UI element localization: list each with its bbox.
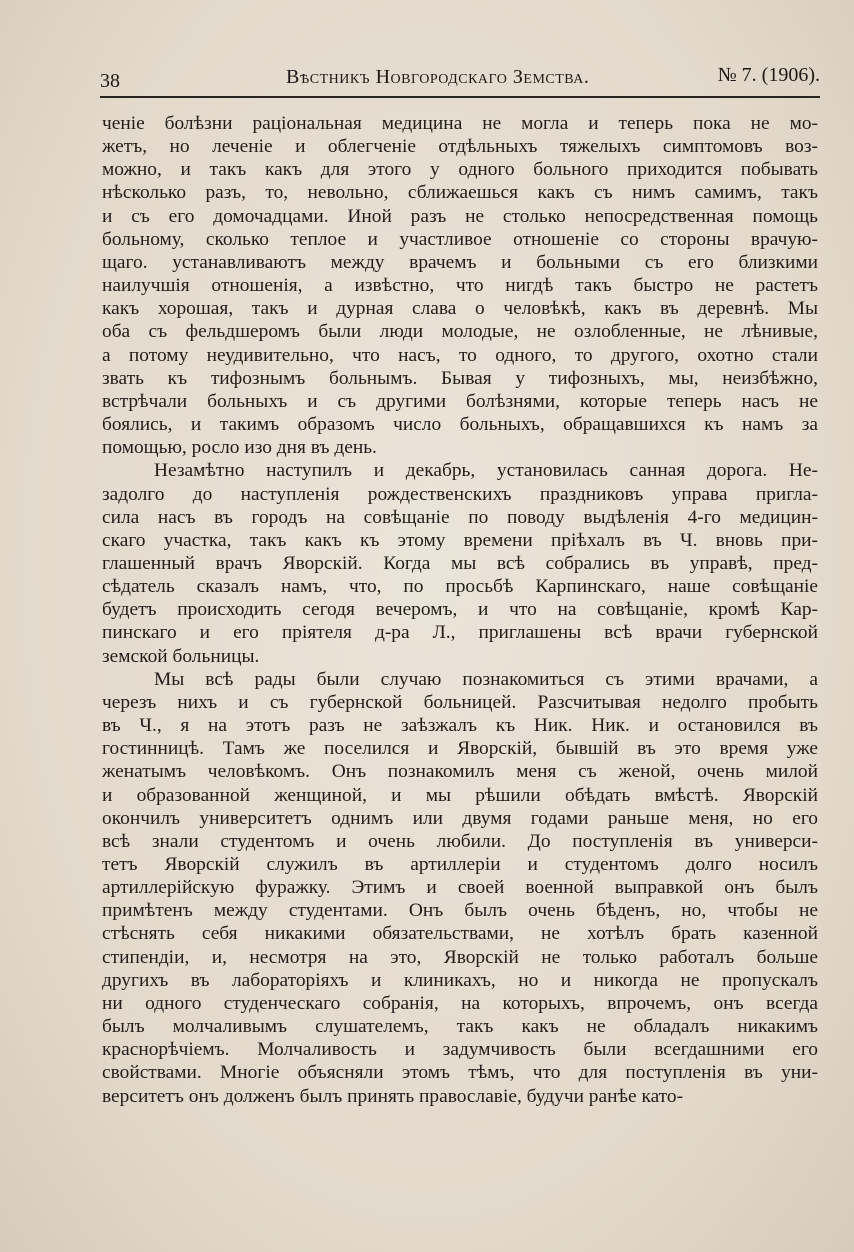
text-line: будетъ происходить сегодя вечеромъ, и что на совѣщаніе, кромѣ Кар- (102, 599, 818, 621)
text-line: другихъ въ лабораторіяхъ и клиникахъ, но и никогда не пропускалъ (102, 969, 818, 991)
text-line: стѣснять себя никакими обязательствами, не хотѣлъ брать казенной (102, 923, 818, 945)
text-line: скаго участка, такъ какъ къ этому времени пріѣхалъ въ Ч. вновь при- (102, 529, 818, 551)
page-number: 38 (100, 70, 120, 92)
text-line: нѣсколько разъ, то, невольно, сближаешься какъ съ нимъ самимъ, такъ (102, 182, 818, 204)
text-line: Мы всѣ рады были случаю познакомиться съ этими врачами, а (154, 668, 818, 690)
text-line: жетъ, но леченіе и облегченіе отдѣльныхъ тяжелыхъ симптомовъ воз- (102, 136, 818, 158)
text-line: краснорѣчіемъ. Молчаливость и задумчивость были всегдашними его (102, 1039, 818, 1061)
text-line: земской больницы. (102, 645, 260, 667)
text-line: окончилъ университетъ однимъ или двумя годами раньше меня, но его (102, 807, 818, 829)
text-line: встрѣчали больныхъ и съ другими болѣзнями, которые теперь насъ не (102, 390, 818, 412)
text-line: боялись, и такимъ образомъ число больныхъ, обращавшихся къ намъ за (102, 414, 818, 436)
text-line: гостинницѣ. Тамъ же поселился и Яворскій, бывшій въ это время уже (102, 738, 818, 760)
text-line: сѣдатель сказалъ намъ, что, по просьбѣ Карпинскаго, наше совѣщаніе (102, 576, 818, 598)
text-line: черезъ нихъ и съ губернской больницей. Разсчитывая недолго пробыть (102, 691, 818, 713)
text-line: звать къ тифознымъ больнымъ. Бывая у тифозныхъ, мы, неизбѣжно, (102, 367, 818, 389)
paragraph (102, 668, 818, 1108)
text-line: а потому неудивительно, что насъ, то одного, то другого, охотно стали (102, 344, 818, 366)
text-line: глашенный врачъ Яворскій. Когда мы всѣ собрались въ управѣ, пред- (102, 552, 818, 574)
text-line: тетъ Яворскій служилъ въ артиллеріи и студентомъ долго носилъ (102, 854, 818, 875)
text-line: въ Ч., я на этотъ разъ не заѣзжалъ къ Ник. Ник. и остановился въ (102, 715, 818, 737)
text-line: примѣтенъ между студентами. Онъ былъ очень бѣденъ, но, чтобы не (102, 900, 818, 922)
text-line: и образованной женщиной, и мы рѣшили обѣдать вмѣстѣ. Яворскій (102, 784, 818, 806)
text-line: наилучшія отношенія, а извѣстно, что нигдѣ такъ быстро не растетъ (102, 275, 818, 297)
text-line: и съ его домочадцами. Иной разъ не столько непосредственная помощь (102, 205, 818, 227)
page-header (100, 62, 820, 98)
issue-number: № 7. (1906). (717, 64, 820, 86)
text-line: женатымъ человѣкомъ. Онъ познакомилъ меня съ женой, очень милой (102, 761, 818, 783)
text-line: задолго до наступленія рождественскихъ праздниковъ управа пригла- (102, 483, 818, 505)
text-line: стипендіи, и, несмотря на это, Яворскій не только работалъ больше (102, 946, 818, 968)
text-line: былъ молчаливымъ слушателемъ, такъ какъ не обладалъ никакимъ (102, 1016, 818, 1038)
text-line: Незамѣтно наступилъ и декабрь, установилась санная дорога. Не- (154, 460, 818, 482)
text-line: пинскаго и его пріятеля д-ра Л., приглашены всѣ врачи губернской (102, 622, 818, 644)
text-line: артиллерійскую фуражку. Этимъ и своей военной выправкой онъ былъ (102, 877, 818, 899)
text-line: можно, и такъ какъ для этого у одного больного приходится побывать (102, 159, 818, 181)
paragraph (102, 112, 818, 459)
body-text (102, 112, 818, 1108)
text-line: ни одного студенческаго собранія, на которыхъ, впрочемъ, онъ всегда (102, 992, 818, 1014)
text-line: оба съ фельдшеромъ были люди молодые, не озлобленные, не лѣнивые, (102, 321, 818, 343)
text-line: всѣ знали студентомъ и очень любили. До поступленія въ универси- (102, 830, 818, 852)
text-line: щаго. устанавливаютъ между врачемъ и больными съ его близкими (102, 251, 818, 273)
text-line: какъ хорошая, такъ и дурная слава о человѣкѣ, какъ въ деревнѣ. Мы (102, 298, 818, 320)
text-line: верситетъ онъ долженъ былъ принять православіе, будучи ранѣе като- (102, 1085, 684, 1107)
text-line: помощью, росло изо дня въ день. (102, 437, 377, 459)
running-title: Вѣстникъ Новгородскаго Земства. (286, 66, 590, 88)
text-line: сила насъ въ городъ на совѣщаніе по поводу выдѣленія 4-го медицин- (102, 506, 818, 528)
text-line: свойствами. Многіе объясняли этомъ тѣмъ, что для поступленія въ уни- (102, 1062, 818, 1084)
text-line: больному, сколько теплое и участливое отношеніе со стороны врачую- (102, 228, 818, 250)
text-line: ченіе болѣзни раціональная медицина не могла и теперь пока не мо- (102, 113, 818, 134)
paragraph (102, 459, 818, 667)
